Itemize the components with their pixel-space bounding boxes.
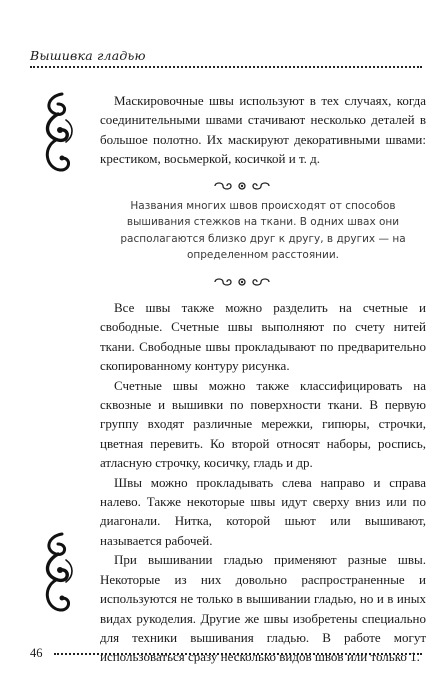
body-paragraph: Швы можно прокладывать слева направо и справа налево. Также некоторые швы идут сверху вниз или по диагонали. Нитка, которой шьют или вышивают, называется рабочей. xyxy=(100,474,426,548)
note-block xyxy=(104,198,422,264)
body-paragraph: При вышивании гладью применяют разные швы. Некоторые из них довольно распространенные и используются не только в вышивании гладью, но и в иных видах рукоделия. Другие же швы изобретены специально для техники вышивания гладью. В работе могут использоваться сразу несколько видов швов или только 1. xyxy=(100,552,426,665)
opening-paragraph-block xyxy=(100,91,426,169)
running-title: Вышивка гладью xyxy=(30,48,146,63)
floral-divider-icon xyxy=(211,180,273,192)
main-text-block xyxy=(100,298,426,667)
body-paragraph: Счетные швы можно также классифицировать на сквозные и вышивки по поверхности ткани. В первую группу входят различные мережки, гипюры, строчки, цветная перевить. Ко второй относят наборы, роспись, атласную строчку, косичку, гладь и др. xyxy=(100,377,426,471)
footer-dotted-rule xyxy=(54,653,422,655)
floral-divider-icon xyxy=(211,276,273,288)
note-text: Названия многих швов происходят от способов вышивания стежков на ткани. В одних швах они располагаются близко друг к другу, в других — на определенном расстоянии. xyxy=(120,200,406,262)
header-dotted-rule xyxy=(30,66,422,68)
swirl-ornament-icon xyxy=(36,90,80,178)
page-number: 46 xyxy=(30,646,43,660)
body-paragraph: Все швы также можно разделить на счетные и свободные. Счетные швы выполняют по счету нитей ткани. Свободные швы прокладывают по предварительно скопированному контуру рисунка. xyxy=(100,300,426,374)
swirl-ornament-icon xyxy=(36,530,80,618)
body-paragraph: Маскировочные швы используют в тех случаях, когда соединительными швами стачивают несколько деталей в большое полотно. Их маскируют декоративными швами: крестиком, восьмеркой, косичкой и т. д. xyxy=(100,93,426,167)
